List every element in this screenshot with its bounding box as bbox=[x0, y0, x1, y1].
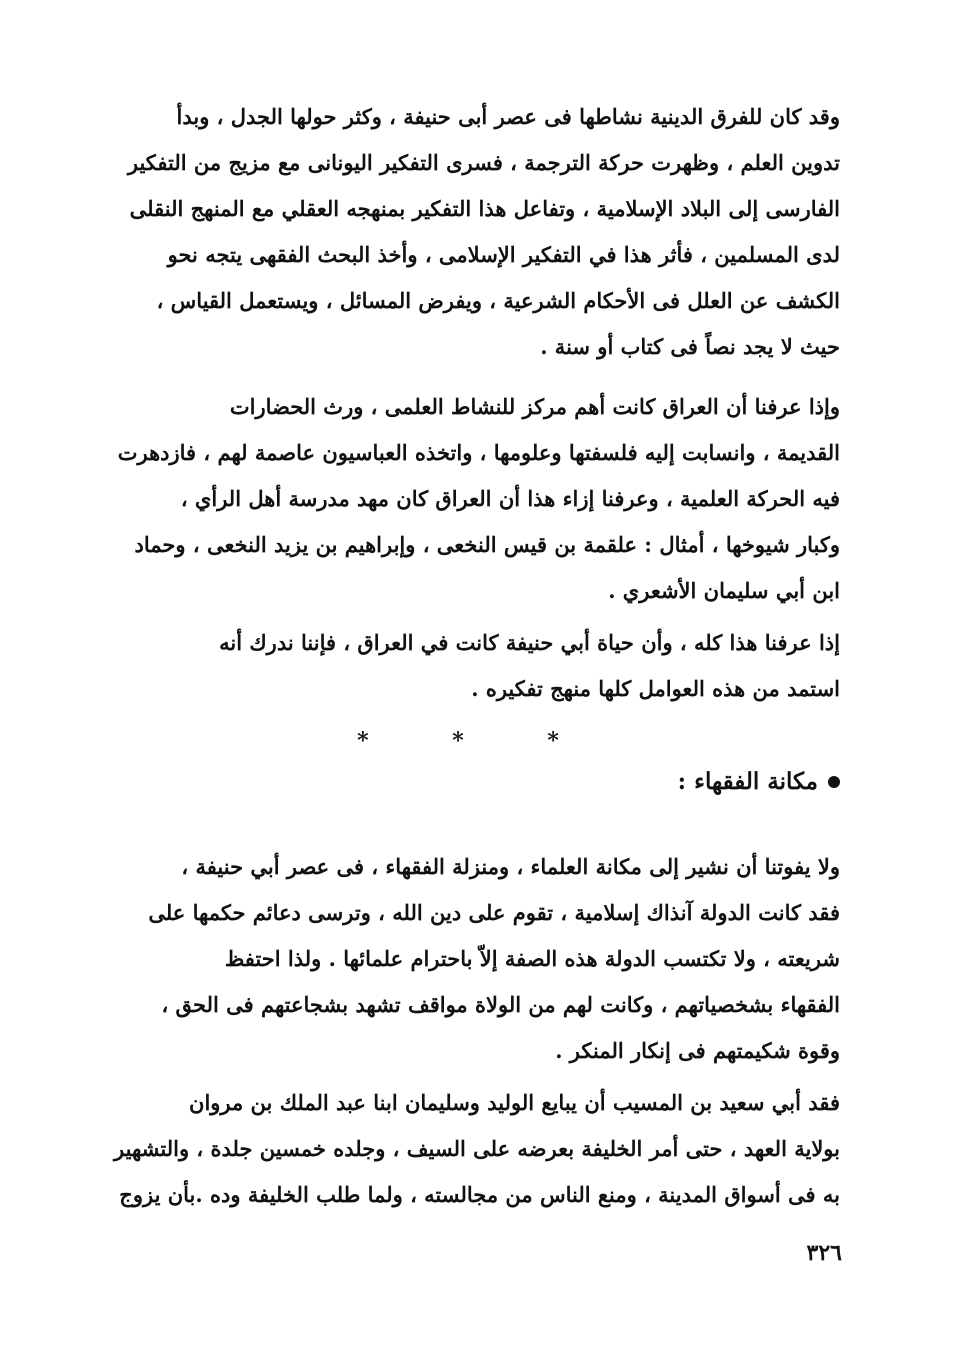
paragraph-line: القديمة ، وانسابت إليه فلسفتها وعلومها ، واتخذه العباسيون عاصمة لهم ، فازدهرت bbox=[117, 440, 840, 465]
paragraph-5 bbox=[96, 1080, 840, 1218]
paragraph-line: فيه الحركة العلمية ، وعرفنا إزاء هذا أن العراق كان مهد مدرسة أهل الرأي ، bbox=[180, 486, 840, 511]
paragraph-line: وقد كان للفرق الدينية نشاطها فى عصر أبى حنيفة ، وكثر حولها الجدل ، وبدأ bbox=[176, 104, 840, 129]
paragraph-line: شريعته ، ولا تكتسب الدولة هذه الصفة إلاّ باحترام علمائها . ولذا احتفظ bbox=[224, 946, 840, 971]
page-number: ٣٢٦ bbox=[806, 1240, 842, 1266]
paragraph-line: وكبار شيوخها ، أمثال : علقمة بن قيس النخعى ، وإبراهيم بن يزيد النخعى ، وحماد bbox=[134, 532, 840, 557]
paragraph-line: ابن أبي سليمان الأشعري . bbox=[608, 578, 840, 603]
bullet-icon bbox=[828, 776, 840, 788]
paragraph-line: الكشف عن العلل فى الأحكام الشرعية ، ويفرض المسائل ، ويستعمل القياس ، bbox=[156, 288, 840, 313]
paragraph-line: لدى المسلمين ، فأثر هذا في التفكير الإسلامى ، وأخذ البحث الفقهى يتجه نحو bbox=[167, 242, 840, 267]
paragraph-line: بولاية العهد ، حتى أمر الخليفة بعرضه على السيف ، وجلده خمسين جلدة ، والتشهير bbox=[114, 1136, 840, 1161]
section-heading bbox=[678, 768, 840, 795]
paragraph-line: وقوة شكيمتهم فى إنكار المنكر . bbox=[555, 1038, 840, 1063]
paragraph-line: به فى أسواق المدينة ، ومنع الناس من مجالسته ، ولما طلب الخليفة وده .بأن يزوج bbox=[119, 1182, 840, 1207]
paragraph-2 bbox=[96, 384, 840, 614]
paragraph-line: استمد من هذه العوامل كلها منهج تفكيره . bbox=[471, 676, 840, 701]
paragraph-line: إذا عرفنا هذا كله ، وأن حياة أبي حنيفة كانت في العراق ، فإننا ندرك أنه bbox=[219, 630, 840, 655]
paragraph-3 bbox=[96, 620, 840, 712]
paragraph-line: تدوين العلم ، وظهرت حركة الترجمة ، فسرى التفكير اليونانى مع مزيج من التفكير bbox=[127, 150, 840, 175]
paragraph-line: فقد أبي سعيد بن المسيب أن يبايع الوليد وسليمان ابنا عبد الملك بن مروان bbox=[189, 1090, 840, 1115]
paragraph-1 bbox=[96, 94, 840, 370]
paragraph-line: الفارسى إلى البلاد الإسلامية ، وتفاعل هذا التفكير بمنهجه العقلي مع المنهج النقلى bbox=[129, 196, 840, 221]
paragraph-4 bbox=[96, 844, 840, 1074]
paragraph-line: حيث لا يجد نصاً فى كتاب أو سنة . bbox=[540, 334, 840, 359]
paragraph-line: فقد كانت الدولة آنذاك إسلامية ، تقوم على دين الله ، وترسى دعائم حكمها على bbox=[148, 900, 840, 925]
section-separator: * * * bbox=[357, 728, 597, 754]
paragraph-line: ولا يفوتنا أن نشير إلى مكانة العلماء ، ومنزلة الفقهاء ، فى عصر أبي حنيفة ، bbox=[181, 854, 840, 879]
section-heading-text: مكانة الفقهاء : bbox=[677, 768, 818, 795]
paragraph-line: وإذا عرفنا أن العراق كانت أهم مركز للنشاط العلمى ، ورث الحضارات bbox=[229, 394, 840, 419]
paragraph-line: الفقهاء بشخصياتهم ، وكانت لهم من الولاة مواقف تشهد بشجاعتهم فى الحق ، bbox=[161, 992, 840, 1017]
